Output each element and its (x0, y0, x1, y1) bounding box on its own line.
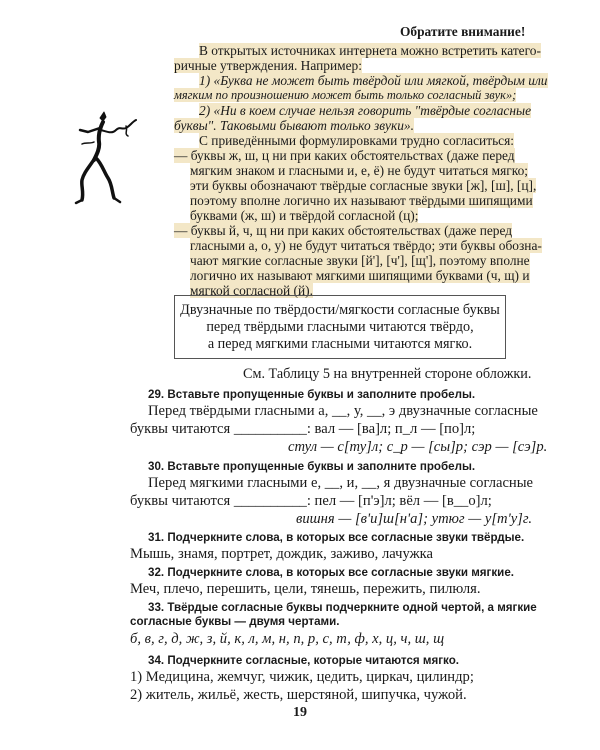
box-line-13: — буквы й, ч, щ ни при каких обстоятельствах (даже перед (174, 223, 513, 238)
box-title: Обратите внимание! (400, 24, 526, 39)
task-30-line-2: буквы читаются __________: пел — [п'э]л; вёл — [в__о]л; (130, 493, 492, 509)
box-line-9: мягким знаком и гласными и, е, ё) не будут читаться мягко; (190, 163, 529, 178)
box-line-10: эти буквы обозначают твёрдые согласные звуки [ж], [ш], [ц], (190, 178, 537, 193)
task-30-line-1: Перед мягкими гласными е, __, и, __, я двузначные согласные (148, 475, 534, 491)
box-line-8: — буквы ж, ш, ц ни при каких обстоятельствах (даже перед (174, 148, 515, 163)
box-line-5: 2) «Ни в коем случае нельзя говорить "твёрдые согласные (199, 103, 532, 118)
box-line-6: буквы". Таковыми бывают только звуки». (174, 118, 414, 133)
task-29-line-1: Перед твёрдыми гласными а, __, у, __, э двузначные согласные (148, 403, 538, 419)
task-34-line-2: 2) житель, жильё, жесть, шерстяной, шипучка, чужой. (130, 687, 467, 703)
box-line-1: В открытых источниках интернета можно встретить катего- (199, 43, 541, 58)
task-29-line-2: буквы читаются __________: вал — [ва]л; п_л — [по]л; (130, 421, 476, 437)
task-29-heading: 29. Вставьте пропущенные буквы и заполните пробелы. (148, 388, 476, 401)
rule-line-1: Двузначные по твёрдости/мягкости согласные буквы (180, 302, 500, 318)
box-line-16: логично их называют мягкими шипящими буквами (ч, щ) и (190, 268, 530, 283)
box-line-15: чают мягкие согласные звуки [й'], [ч'], [щ'], поэтому вполне (190, 253, 530, 268)
task-34-line-1: 1) Медицина, жемчуг, чижик, цедить, циркач, цилиндр; (130, 669, 474, 685)
task-30-line-3: вишня — [в'и]ш[н'а]; утюг — у[т'у]г. (296, 511, 532, 527)
box-line-3: 1) «Буква не может быть твёрдой или мягкой, твёрдым или (199, 73, 548, 88)
task-31-heading: 31. Подчеркните слова, в которых все согласные звуки твёрдые. (148, 531, 525, 544)
task-32-line-1: Меч, плечо, перешить, цели, тянешь, пережить, пилюля. (130, 581, 481, 597)
box-line-7: С приведёнными формулировками трудно согласиться: (199, 133, 515, 148)
task-29-line-3: стул — с[ту]л; с_р — [сы]р; сэр — [сэ]р. (288, 439, 548, 455)
box-line-4: мягким по произношению может быть только согласный звук»; (174, 88, 517, 102)
box-line-17: мягкой согласной (й). (190, 283, 313, 298)
task-33-heading-line-1: 33. Твёрдые согласные буквы подчеркните одной чертой, а мягкие (148, 601, 537, 614)
see-also-note: См. Таблицу 5 на внутренней стороне обложки. (243, 366, 532, 382)
box-line-2: ричные утверждения. Например: (174, 58, 362, 73)
box-line-12: буквами (ж, ш) и твёрдой согласной (ц); (190, 208, 419, 223)
task-30-heading: 30. Вставьте пропущенные буквы и заполните пробелы. (148, 460, 476, 473)
task-33-heading-line-2: согласные буквы — двумя чертами. (130, 615, 340, 628)
task-33-line-1: б, в, г, д, ж, з, й, к, л, м, н, п, р, с, т, ф, х, ц, ч, ш, щ (130, 631, 445, 647)
running-figure-icon (60, 108, 150, 218)
rule-line-2: перед твёрдыми гласными читаются твёрдо, (206, 319, 474, 335)
rule-line-3: а перед мягкими гласными читаются мягко. (207, 336, 473, 352)
box-line-11: поэтому вполне логично их называют твёрдыми шипящими (190, 193, 533, 208)
task-34-heading: 34. Подчеркните согласные, которые читаются мягко. (148, 654, 460, 667)
rule-frame (174, 295, 506, 359)
task-32-heading: 32. Подчеркните слова, в которых все согласные звуки мягкие. (148, 566, 514, 579)
page-number: 19 (293, 705, 307, 720)
task-31-line-1: Мышь, знамя, портрет, дождик, заживо, лачужка (130, 546, 434, 562)
box-line-14: гласными а, о, у) не будут читаться твёрдо; эти буквы обозна- (190, 238, 542, 253)
